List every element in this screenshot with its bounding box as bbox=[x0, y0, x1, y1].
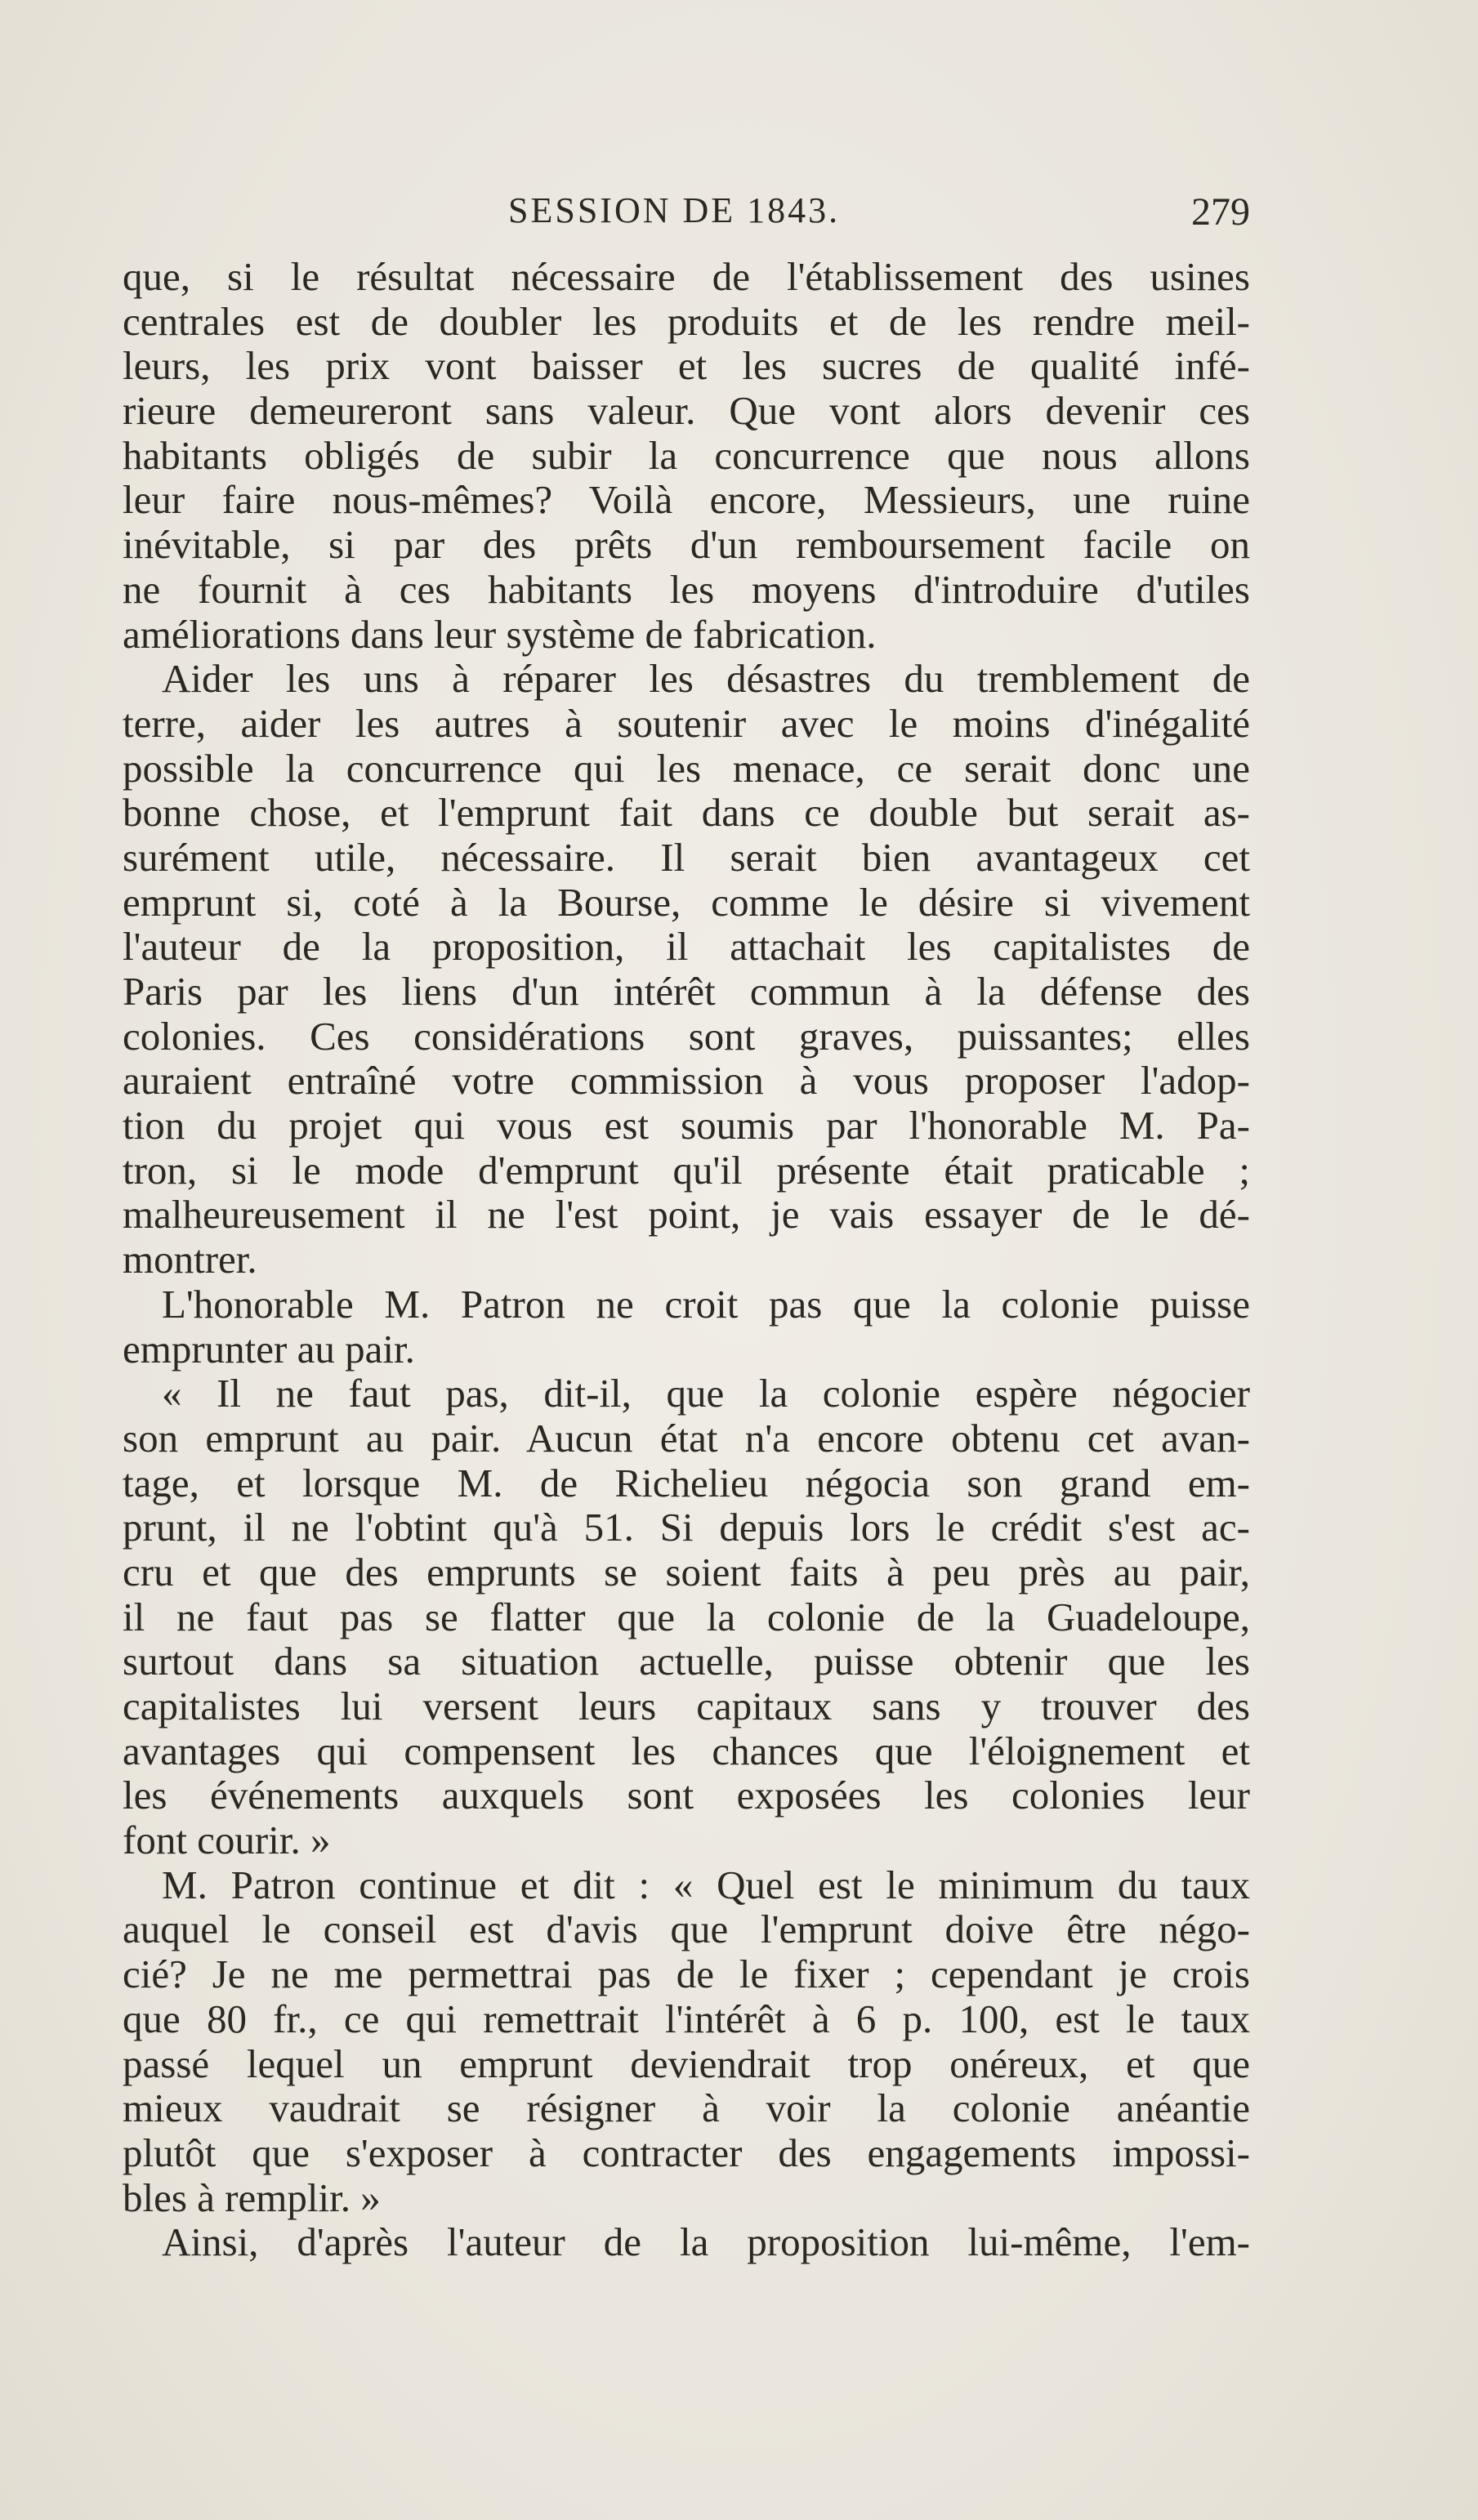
text-line: leur faire nous-mêmes? Voilà encore, Messieurs, une ruine bbox=[123, 477, 1250, 523]
text-line: montrer. bbox=[123, 1237, 257, 1282]
text-line: terre, aider les autres à soutenir avec le moins d'inégalité bbox=[123, 700, 1250, 746]
text-line: emprunter au pair. bbox=[123, 1326, 415, 1372]
text-line: L'honorable M. Patron ne croit pas que la colonie puisse bbox=[162, 1281, 1250, 1327]
text-line: cru et que des emprunts se soient faits à peu près au pair, bbox=[123, 1549, 1250, 1595]
text-line: améliorations dans leur système de fabrication. bbox=[123, 611, 877, 657]
text-line: M. Patron continue et dit : « Quel est le minimum du taux bbox=[162, 1862, 1250, 1907]
text-line: capitalistes lui versent leurs capitaux sans y trouver des bbox=[123, 1684, 1250, 1728]
text-line: cié? Je ne me permettrai pas de le fixer ; cependant je crois bbox=[123, 1951, 1250, 1997]
text-line: font courir. » bbox=[123, 1818, 331, 1863]
text-line: « Il ne faut pas, dit-il, que la colonie espère négocier bbox=[162, 1371, 1250, 1416]
text-line: colonies. Ces considérations sont graves, puissantes; elles bbox=[123, 1013, 1250, 1059]
text-line: passé lequel un emprunt deviendrait trop onéreux, et que bbox=[123, 2041, 1250, 2086]
text-line: malheureusement il ne l'est point, je vais essayer de le dé- bbox=[123, 1192, 1250, 1238]
text-line: son emprunt au pair. Aucun état n'a encore obtenu cet avan- bbox=[123, 1415, 1250, 1461]
text-line: que, si le résultat nécessaire de l'établissement des usines bbox=[123, 254, 1250, 299]
text-line: bonne chose, et l'emprunt fait dans ce double but serait as- bbox=[123, 790, 1250, 836]
text-line: Paris par les liens d'un intérêt commun à la défense des bbox=[123, 969, 1250, 1014]
text-line: leurs, les prix vont baisser et les sucres de qualité infé- bbox=[123, 343, 1250, 389]
text-line: rieure demeureront sans valeur. Que vont alors devenir ces bbox=[123, 388, 1250, 434]
text-line: emprunt si, coté à la Bourse, comme le désire si vivement bbox=[123, 879, 1250, 925]
text-line: tron, si le mode d'emprunt qu'il présente était praticable ; bbox=[123, 1147, 1250, 1193]
page-header bbox=[123, 190, 1250, 247]
running-head: SESSION DE 1843. bbox=[508, 190, 841, 230]
text-line: auquel le conseil est d'avis que l'emprunt doive être négo- bbox=[123, 1907, 1250, 1952]
text-line: que 80 fr., ce qui remettrait l'intérêt à 6 p. 100, est le taux bbox=[123, 1996, 1250, 2041]
text-line: surtout dans sa situation actuelle, puisse obtenir que les bbox=[123, 1639, 1250, 1684]
text-line: les événements auxquels sont exposées les colonies leur bbox=[123, 1773, 1250, 1818]
page-number: 279 bbox=[1191, 190, 1250, 234]
body-text bbox=[123, 255, 1250, 2265]
text-line: tage, et lorsque M. de Richelieu négocia son grand em- bbox=[123, 1460, 1250, 1505]
text-line: Ainsi, d'après l'auteur de la proposition lui-même, l'em- bbox=[162, 2219, 1250, 2265]
text-line: centrales est de doubler les produits et de les rendre meil- bbox=[123, 298, 1250, 344]
text-line: prunt, il ne l'obtint qu'à 51. Si depuis lors le crédit s'est ac- bbox=[123, 1505, 1250, 1550]
text-line: l'auteur de la proposition, il attachait les capitalistes de bbox=[123, 924, 1250, 970]
text-line: possible la concurrence qui les menace, ce serait donc une bbox=[123, 745, 1250, 791]
text-line: bles à remplir. » bbox=[123, 2174, 381, 2220]
text-line: Aider les uns à réparer les désastres du tremblement de bbox=[162, 656, 1250, 702]
text-line: surément utile, nécessaire. Il serait bien avantageux cet bbox=[123, 834, 1250, 880]
text-line: auraient entraîné votre commission à vous proposer l'adop- bbox=[123, 1058, 1250, 1104]
text-line: plutôt que s'exposer à contracter des engagements impossi- bbox=[123, 2130, 1250, 2175]
text-line: mieux vaudrait se résigner à voir la colonie anéantie bbox=[123, 2085, 1250, 2131]
text-line: inévitable, si par des prêts d'un remboursement facile on bbox=[123, 522, 1250, 568]
text-line: avantages qui compensent les chances que l'éloignement et bbox=[123, 1728, 1250, 1773]
text-line: il ne faut pas se flatter que la colonie de la Guadeloupe, bbox=[123, 1594, 1250, 1639]
text-line: ne fournit à ces habitants les moyens d'introduire d'utiles bbox=[123, 566, 1250, 612]
text-line: tion du projet qui vous est soumis par l'honorable M. Pa- bbox=[123, 1103, 1250, 1148]
text-line: habitants obligés de subir la concurrence que nous allons bbox=[123, 432, 1250, 478]
